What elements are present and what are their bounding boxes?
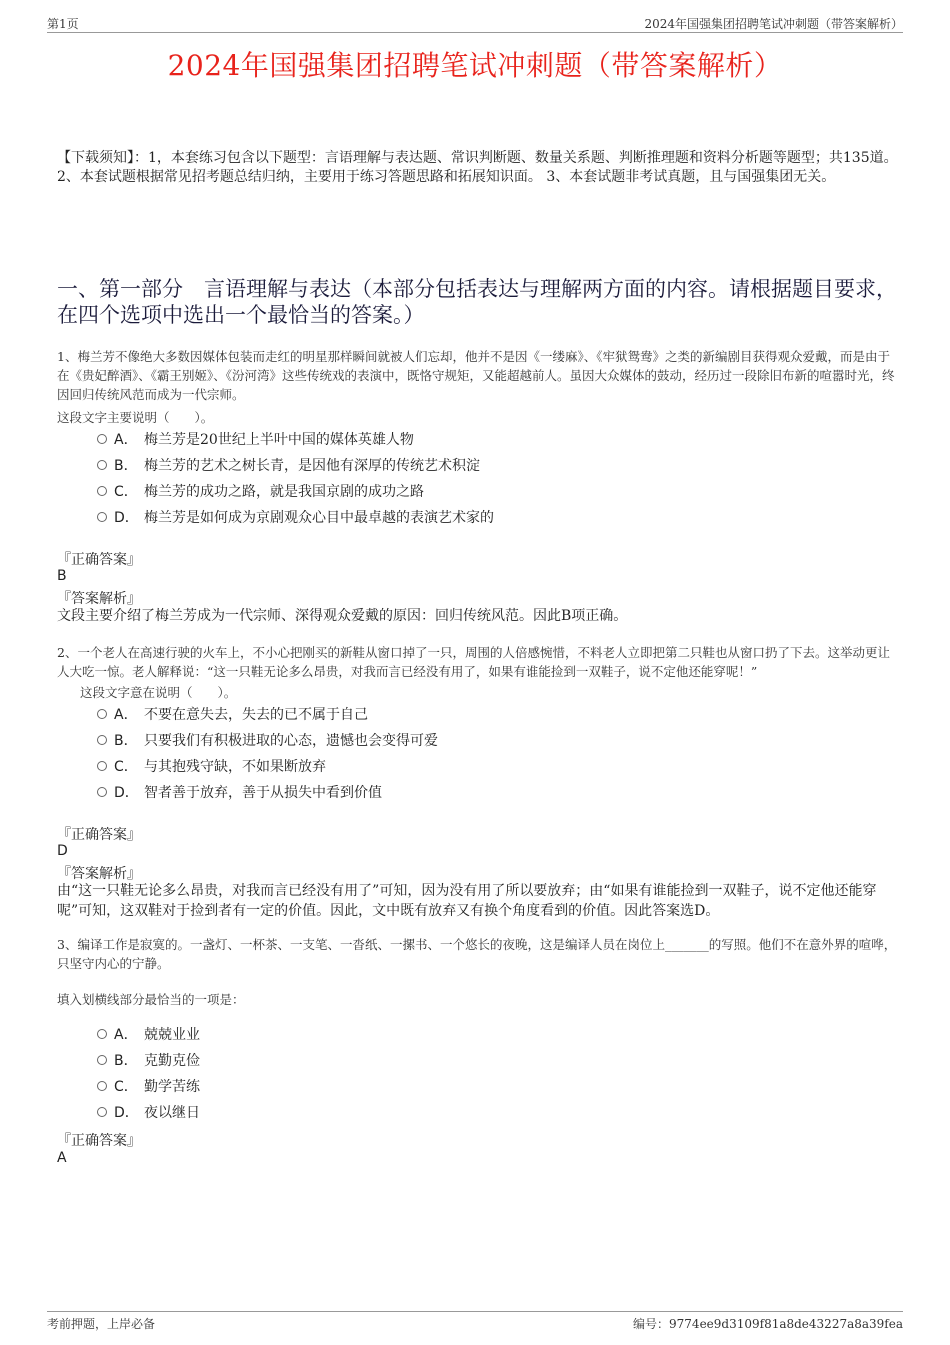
footer-doc-id: 编号：9774ee9d3109f81a8de43227a8a39fea <box>633 1317 903 1331</box>
radio-icon[interactable] <box>97 1055 107 1065</box>
question-1-text: 1、梅兰芳不像绝大多数因媒体包装而走红的明星那样瞬间就被人们忘却，他并不是因《一缕麻》、《牢狱鸳鸯》之类的新编剧目获得观众爱戴，而是由于在《贵妃醉酒》、《霸王别姬》、《汾河湾》这些传统戏的表演中，既恪守规矩，又能超越前人。虽因大众媒体的鼓动，经历过一段除旧布新的喧嚣时光，终因回归传统风范而成为一代宗师。 <box>57 349 895 402</box>
page-header <box>47 14 903 33</box>
page-footer <box>47 1311 903 1330</box>
radio-icon[interactable] <box>97 1029 107 1039</box>
question-3-option-a[interactable]: A． 兢兢业业 <box>97 1024 200 1044</box>
question-1-answer-label: 『正确答案』 <box>57 552 141 568</box>
question-2-option-d[interactable]: D． 智者善于放弃，善于从损失中看到价值 <box>97 782 382 802</box>
radio-icon[interactable] <box>97 1107 107 1117</box>
question-3-option-b[interactable]: B． 克勤克俭 <box>97 1050 200 1070</box>
radio-icon[interactable] <box>97 434 107 444</box>
question-1-explanation: 文段主要介绍了梅兰芳成为一代宗师、深得观众爱戴的原因：回归传统风范。因此B项正确。 <box>57 608 628 624</box>
question-1-prompt: 这段文字主要说明（ ）。 <box>57 410 214 425</box>
question-1-option-c[interactable]: C． 梅兰芳的成功之路，就是我国京剧的成功之路 <box>97 481 424 501</box>
download-notice: 【下载须知】：1，本套练习包含以下题型：言语理解与表达题、常识判断题、数量关系题、判断推理题和资料分析题等题型；共135道。 2、本套试题根据常见招考题总结归纳，主要用于练习答题思路和拓展知识面。 3、本套试题非考试真题，且与国强集团无关。 <box>57 150 898 185</box>
page-number: 第1页 <box>47 17 79 31</box>
question-2-answer: D <box>57 843 68 859</box>
radio-icon[interactable] <box>97 486 107 496</box>
radio-icon[interactable] <box>97 709 107 719</box>
radio-icon[interactable] <box>97 1081 107 1091</box>
question-2-answer-label: 『正确答案』 <box>57 827 141 843</box>
question-3-text: 3、编译工作是寂寞的。一盏灯、一杯茶、一支笔、一沓纸、一摞书、一个悠长的夜晚，这是编译人员在岗位上_______的写照。他们不在意外界的喧哗，只坚守内心的宁静。 <box>57 937 897 971</box>
section-heading: 一、第一部分 言语理解与表达（本部分包括表达与理解两方面的内容。请根据题目要求，在四个选项中选出一个最恰当的答案。） <box>57 277 897 327</box>
question-2-option-a[interactable]: A． 不要在意失去，失去的已不属于自己 <box>97 704 368 724</box>
question-3-answer: A <box>57 1150 67 1166</box>
question-1-option-a[interactable]: A． 梅兰芳是20世纪上半叶中国的媒体英雄人物 <box>97 429 414 449</box>
radio-icon[interactable] <box>97 460 107 470</box>
radio-icon[interactable] <box>97 735 107 745</box>
question-3-answer-label: 『正确答案』 <box>57 1133 141 1149</box>
question-3-prompt: 填入划横线部分最恰当的一项是： <box>57 992 245 1007</box>
question-2-option-b[interactable]: B． 只要我们有积极进取的心态，遗憾也会变得可爱 <box>97 730 438 750</box>
question-3-option-d[interactable]: D． 夜以继日 <box>97 1102 200 1122</box>
question-2-text: 2、一个老人在高速行驶的火车上，不小心把刚买的新鞋从窗口掉了一只，周围的人倍感惋惜，不料老人立即把第二只鞋也从窗口扔了下去。这举动更让人大吃一惊。老人解释说：“这一只鞋无论多么昂贵，对我而言已经没有用了，如果有谁能捡到一双鞋子，说不定他还能穿呢！” <box>57 645 890 679</box>
header-doc-title: 2024年国强集团招聘笔试冲刺题（带答案解析） <box>644 17 903 31</box>
radio-icon[interactable] <box>97 787 107 797</box>
question-1-option-d[interactable]: D． 梅兰芳是如何成为京剧观众心目中最卓越的表演艺术家的 <box>97 507 494 527</box>
question-2-explanation: 由“这一只鞋无论多么昂贵，对我而言已经没有用了”可知，因为没有用了所以要放弃；由“如果有谁能捡到一双鞋子，说不定他还能穿呢”可知，这双鞋对于捡到者有一定的价值。因此，文中既有放弃又有换个角度看到的价值。因此答案选D。 <box>57 883 877 919</box>
footer-slogan: 考前押题，上岸必备 <box>47 1317 156 1331</box>
question-1-explanation-label: 『答案解析』 <box>57 591 141 607</box>
fill-blank: _______ <box>664 937 709 952</box>
question-2-option-c[interactable]: C． 与其抱残守缺，不如果断放弃 <box>97 756 326 776</box>
question-3-option-c[interactable]: C． 勤学苦练 <box>97 1076 200 1096</box>
question-2-prompt: 这段文字意在说明（ ）。 <box>80 685 237 700</box>
radio-icon[interactable] <box>97 512 107 522</box>
question-1-answer: B <box>57 568 67 584</box>
radio-icon[interactable] <box>97 761 107 771</box>
question-1-option-b[interactable]: B． 梅兰芳的艺术之树长青，是因他有深厚的传统艺术积淀 <box>97 455 480 475</box>
page-title: 2024年国强集团招聘笔试冲刺题（带答案解析） <box>167 49 783 82</box>
question-2-explanation-label: 『答案解析』 <box>57 866 141 882</box>
